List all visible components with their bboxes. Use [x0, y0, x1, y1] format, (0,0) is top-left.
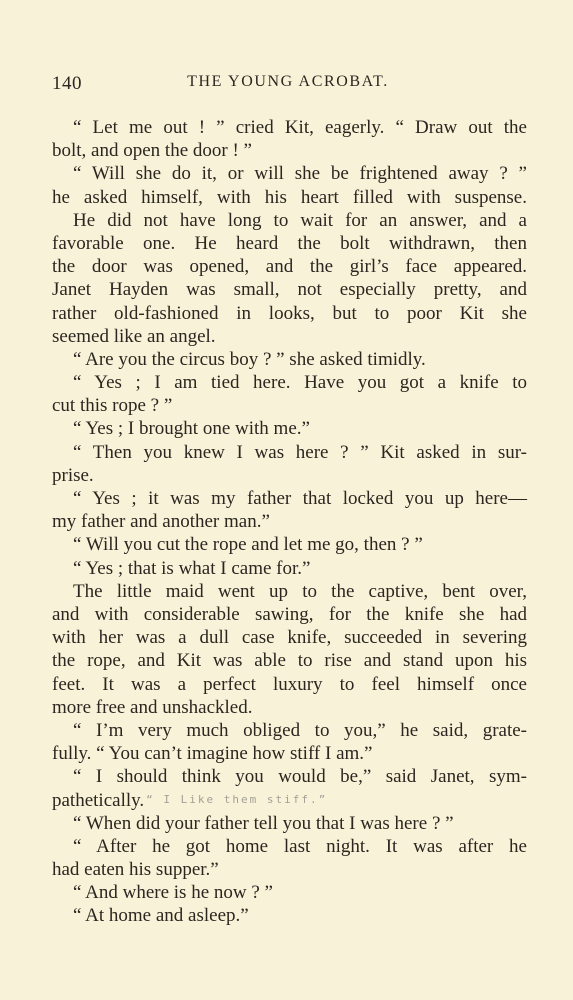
- text-line: seemed like an angel.: [52, 325, 216, 347]
- text-line: “ Will she do it, or will she be frightened away ? ”: [73, 163, 527, 185]
- text-line: “ And where is he now ? ”: [73, 882, 273, 904]
- text-line: rather old-fashioned in looks, but to poor Kit she: [52, 302, 527, 324]
- text-line: “ I’m very much obliged to you,” he said, grate-: [73, 719, 527, 741]
- text-line: had eaten his supper.”: [52, 859, 219, 880]
- text-line: Janet Hayden was small, not especially pretty, and: [52, 279, 527, 301]
- text-line: the door was opened, and the girl’s face appeared.: [52, 256, 527, 278]
- text-line: “ At home and asleep.”: [73, 905, 249, 927]
- text-line-content: pathetically.: [52, 790, 145, 812]
- text-line: bolt, and open the door ! ”: [52, 140, 252, 162]
- text-line: he asked himself, with his heart filled with suspense.: [52, 186, 527, 208]
- text-line: “ Are you the circus boy ? ” she asked timidly.: [73, 348, 426, 370]
- text-line: He did not have long to wait for an answer, and a: [73, 209, 527, 231]
- text-line: “ Yes ; I brought one with me.”: [73, 418, 310, 440]
- text-line: “ Yes ; that is what I came for.”: [73, 557, 311, 579]
- text-line: “ I should think you would be,” said Janet, sym-: [73, 766, 527, 788]
- text-line: fully. “ You can’t imagine how stiff I am.”: [52, 743, 373, 765]
- page-number: 140: [52, 73, 82, 94]
- running-title: THE YOUNG ACROBAT.: [187, 73, 389, 90]
- text-line: and with considerable sawing, for the knife she had: [52, 603, 527, 625]
- text-line: The little maid went up to the captive, bent over,: [73, 580, 527, 602]
- text-line: “ Let me out ! ” cried Kit, eagerly. “ Draw out the: [73, 117, 527, 138]
- page-header: [52, 73, 532, 97]
- body-text: [52, 116, 527, 928]
- text-line: “ Then you knew I was here ? ” Kit asked in sur-: [73, 441, 527, 463]
- text-line: more free and unshackled.: [52, 696, 253, 718]
- text-line: with her was a dull case knife, succeeded in severing: [52, 627, 527, 649]
- text-line: the rope, and Kit was able to rise and stand upon his: [52, 650, 527, 672]
- text-line: “ Yes ; I am tied here. Have you got a knife to: [73, 372, 527, 394]
- text-line: “ When did your father tell you that I was here ? ”: [73, 812, 454, 834]
- text-line: my father and another man.”: [52, 511, 270, 533]
- text-line: “ Will you cut the rope and let me go, then ? ”: [73, 534, 423, 556]
- text-line: favorable one. He heard the bolt withdrawn, then: [52, 232, 527, 254]
- text-line: [52, 788, 527, 811]
- text-line: feet. It was a perfect luxury to feel himself once: [52, 673, 527, 695]
- text-line: “ After he got home last night. It was after he: [73, 835, 527, 857]
- text-line: prise.: [52, 464, 94, 486]
- handwritten-note: “ I Like them stiff.”: [146, 793, 328, 807]
- text-line: “ Yes ; it was my father that locked you up here—: [73, 488, 527, 509]
- text-line: cut this rope ? ”: [52, 395, 173, 417]
